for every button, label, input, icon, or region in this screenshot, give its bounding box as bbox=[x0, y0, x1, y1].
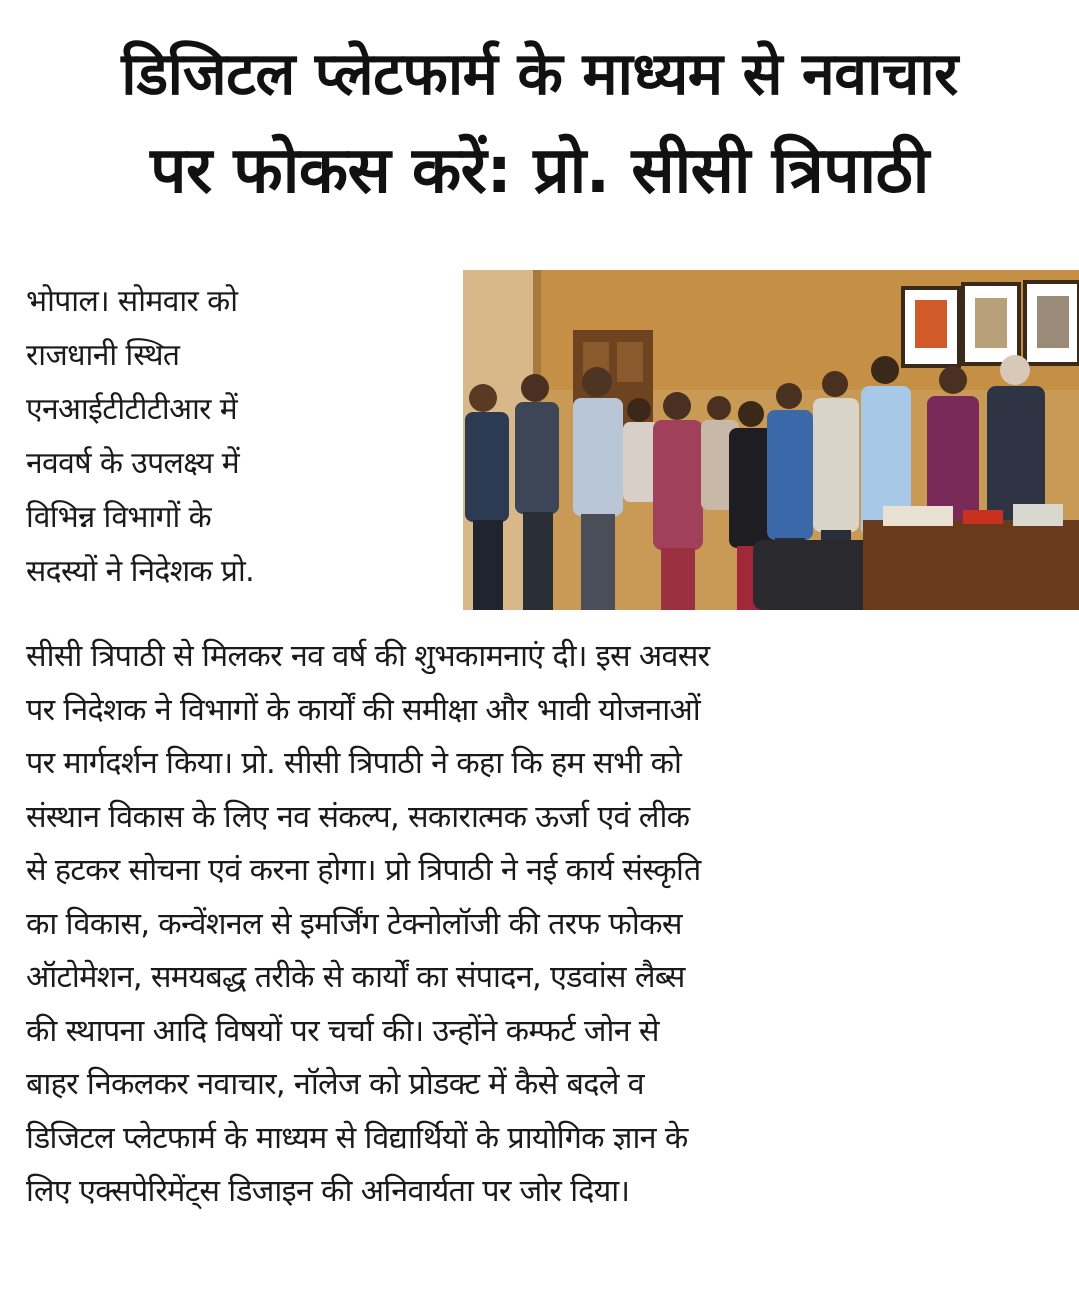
body-line: सीसी त्रिपाठी से मिलकर नव वर्ष की शुभकामनाएं दी। इस अवसर bbox=[26, 639, 710, 674]
body-line: का विकास, कन्वेंशनल से इमर्जिंग टेक्नोलॉजी की तरफ फोकस bbox=[26, 906, 682, 942]
body-line: संस्थान विकास के लिए नव संकल्प, सकारात्मक ऊर्जा एवं लीक bbox=[26, 799, 690, 835]
article-body bbox=[26, 634, 1079, 1223]
body-line: पर निदेशक ने विभागों के कार्यों की समीक्षा और भावी योजनाओं bbox=[26, 692, 700, 728]
intro-line: सदस्यों ने निदेशक प्रो. bbox=[26, 554, 255, 589]
headline-line-2: पर फोकस करें: प्रो. सीसी त्रिपाठी bbox=[150, 134, 929, 208]
intro-line: राजधानी स्थित bbox=[26, 338, 180, 373]
body-line: डिजिटल प्लेटफार्म के माध्यम से विद्यार्थियों के प्रायोगिक ज्ञान के bbox=[26, 1120, 688, 1156]
intro-line: विभिन्न विभागों के bbox=[26, 500, 212, 535]
intro-line: भोपाल। सोमवार को bbox=[26, 284, 238, 319]
headline bbox=[0, 39, 1079, 239]
body-line: ऑटोमेशन, समयबद्ध तरीके से कार्यों का संपादन, एडवांस लैब्स bbox=[26, 960, 685, 995]
body-line: लिए एक्सपेरिमेंट्स डिजाइन की अनिवार्यता पर जोर दिया। bbox=[26, 1174, 630, 1209]
body-line: की स्थापना आदि विषयों पर चर्चा की। उन्होंने कम्फर्ट जोन से bbox=[26, 1013, 659, 1049]
body-line: पर मार्गदर्शन किया। प्रो. सीसी त्रिपाठी ने कहा कि हम सभी को bbox=[26, 746, 682, 781]
intro-line: नववर्ष के उपलक्ष्य में bbox=[26, 446, 240, 481]
intro-line: एनआईटीटीटीआर में bbox=[26, 392, 238, 427]
body-line: बाहर निकलकर नवाचार, नॉलेज को प्रोडक्ट में कैसे बदले व bbox=[26, 1067, 644, 1102]
body-line: से हटकर सोचना एवं करना होगा। प्रो त्रिपाठी ने नई कार्य संस्कृति bbox=[26, 853, 701, 888]
group-photo bbox=[463, 270, 1079, 610]
intro-column bbox=[26, 278, 456, 602]
group-photo-illustration bbox=[463, 270, 1079, 610]
headline-line-1: डिजिटल प्लेटफार्म के माध्यम से नवाचार bbox=[121, 39, 958, 108]
